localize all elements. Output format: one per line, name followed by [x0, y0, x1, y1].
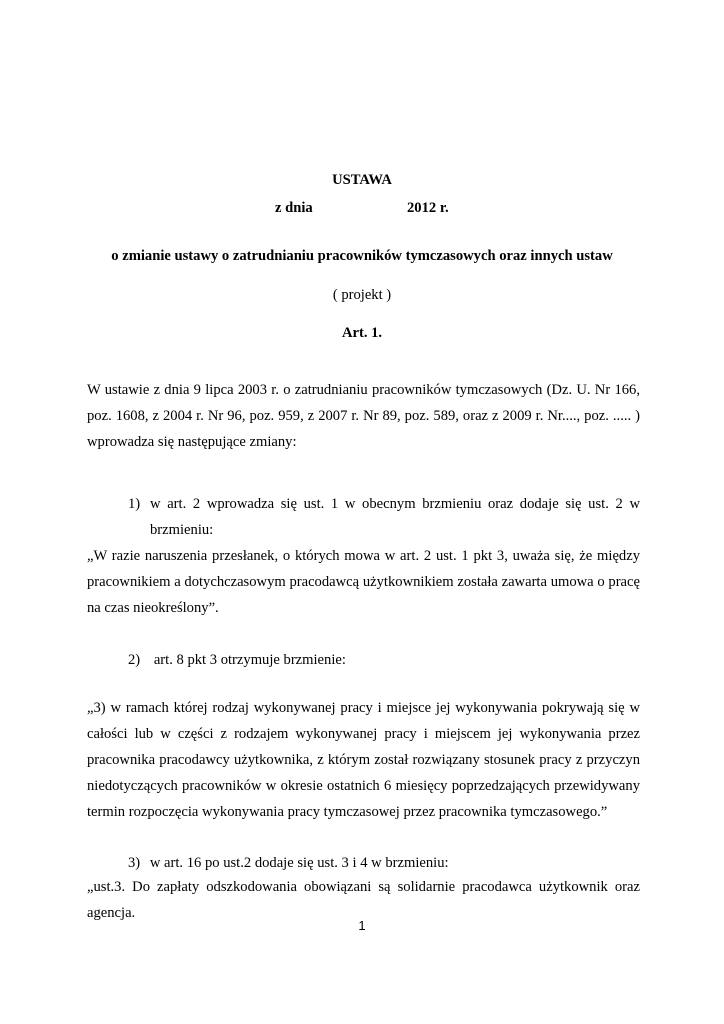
page-number: 1 [358, 918, 366, 933]
document-subject: o zmianie ustawy o zatrudnianiu pracowników tymczasowych oraz innych ustaw [111, 248, 613, 264]
list-item-text: w art. 16 po ust.2 dodaje się ust. 3 i 4 w brzmieniu: [149, 855, 449, 871]
list-item-number: 1) [128, 496, 141, 512]
draft-note: ( projekt ) [332, 287, 392, 303]
list-item-text: w art. 2 wprowadza się ust. 1 w obecnym brzmieniu oraz dodaje się ust. 2 w brzmieniu: [150, 496, 640, 538]
amendment-quote: „3) w ramach której rodzaj wykonywanej pracy i miejsce jej wykonywania pokrywają się w całości lub w części z rodzajem wykonywanej pracy i miejscem jej wykonywania przez pracownika pracodawcy użytkownika, z którym został rozwiązany stosunek pracy z przyczyn niedotyczących pracowników w okresie ostatnich 6 miesięcy poprzedzających przewidywany termin rozpoczęcia wykonywania pracy tymczasowej przez pracownika tymczasowego.” [87, 700, 640, 820]
article-intro: W ustawie z dnia 9 lipca 2003 r. o zatrudnianiu pracowników tymczasowych (Dz. U. Nr 166, poz. 1608, z 2004 r. Nr 96, poz. 959, z 2007 r. Nr 89, poz. 589, oraz z 2009 r. Nr...., poz. ..... ) wprowadza się następujące zmiany: [87, 382, 640, 450]
date-year: 2012 r. [407, 200, 449, 216]
list-item [128, 850, 449, 876]
list-item-text: art. 8 pkt 3 otrzymuje brzmienie: [153, 652, 346, 668]
document-title: USTAWA [332, 172, 392, 188]
list-item-number: 2) [128, 652, 141, 668]
list-item [128, 491, 640, 543]
amendment-quote: „ust.3. Do zapłaty odszkodowania obowiązani są solidarnie pracodawca użytkownik oraz agencja. [87, 879, 640, 921]
article-heading: Art. 1. [341, 325, 383, 341]
list-item-number: 3) [128, 855, 141, 871]
amendment-quote: „W razie naruszenia przesłanek, o których mowa w art. 2 ust. 1 pkt 3, uważa się, że między pracownikiem a dotychczasowym pracodawcą użytkownikiem została zawarta umowa o pracę na czas nieokreślony”. [87, 548, 640, 616]
date-prefix: z dnia [275, 200, 313, 216]
list-item [128, 647, 346, 673]
